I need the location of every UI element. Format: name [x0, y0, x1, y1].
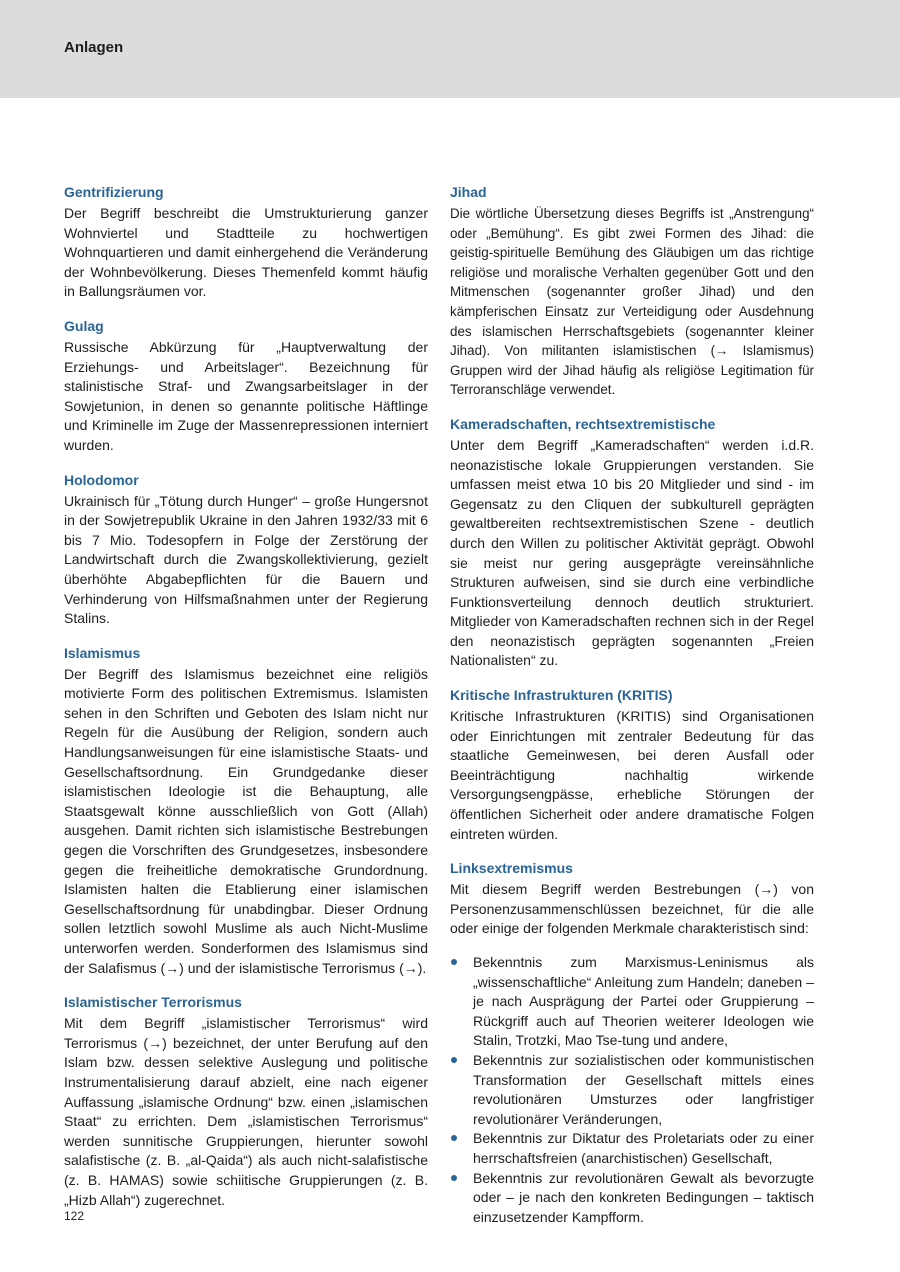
- entry-heading: Jihad: [450, 184, 487, 200]
- bullet-icon: [451, 1175, 457, 1181]
- bullet-list: [450, 953, 814, 1227]
- glossary-entry-linksextremismus: [450, 859, 814, 1227]
- entry-heading: Linksextremismus: [450, 860, 573, 877]
- list-item: [450, 1169, 814, 1228]
- bullet-icon: [451, 1057, 457, 1063]
- entry-text: Mit diesem Begriff werden Bestrebungen (→) von Personenzusammenschlüssen bezeichnet, für die alle oder einige der folgenden Merkmale charakteristisch sind:: [450, 881, 814, 937]
- list-item-text: Bekenntnis zur revolutionären Gewalt als bevorzugte oder – je nach den konkreten Bedingungen – taktisch einzusetzender Kampfform.: [473, 1169, 814, 1225]
- entry-heading: Gentrifizierung: [64, 184, 164, 200]
- glossary-entry-holodomor: [64, 471, 428, 629]
- glossary-entry-gentrifizierung: [64, 183, 428, 302]
- glossary-entry-islamismus: [64, 644, 428, 979]
- list-item: [450, 953, 814, 1051]
- glossary-entry-kameradschaften: [450, 415, 814, 671]
- entry-text: Kritische Infrastrukturen (KRITIS) sind Organisationen oder Einrichtungen mit zentraler Bedeutung für das staatliche Gemeinwesen, bei deren Ausfall oder Beeinträchtigung nachhaltig wirkende Versorgungsengpässe, erhebliche Störungen der öffentlichen Sicherheit oder andere dramatische Folgen eintreten würden.: [450, 708, 814, 842]
- entry-text: Der Begriff beschreibt die Umstrukturierung ganzer Wohnviertel und Stadtteile zu hochwertigen Wohnquartieren und damit einhergehend die Veränderung der Wohnbevölkerung. Dieses Themenfeld kommt häufig in Ballungsräumen vor.: [64, 205, 428, 300]
- entry-text: Die wörtliche Übersetzung dieses Begriffs ist „Anstrengung“ oder „Bemühung“. Es gibt zwei Formen des Jihad: die geistig-spirituelle Bemühung des Gläubigen um das richtige religiöse und moralische Verhalten gegenüber Gott und den Mitmenschen (sogenannter großer Jihad) und den kämpferischen Einsatz zur Verteidigung oder Ausdehnung des islamischen Herrschaftsgebiets (sogenannter kleiner Jihad). Von militanten islamistischen (→ Islamismus) Gruppen wird der Jihad häufig als religiöse Legitimation für Terroranschläge verwendet.: [450, 206, 814, 398]
- entry-text: Der Begriff des Islamismus bezeichnet eine religiös motivierte Form des politischen Extremismus. Islamisten sehen in den Schriften und Geboten des Islam nicht nur Regeln für die Ausübung der Religion, sondern auch Handlungsanweisungen für eine islamistische Staats- und Gesellschaftsordnung. Ein Grundgedanke dieser islamistischen Ideologie ist die Behauptung, alle Staatsgewalt könne ausschließlich von Gott (Allah) ausgehen. Damit richten sich islamistische Bestrebungen gegen die Vorschriften des Grundgesetzes, insbesondere gegen die freiheitliche demokratische Grundordnung. Islamisten halten die Etablierung einer islamischen Gesellschaftsordnung für unabdingbar. Dieser Ordnung sollen letztlich sowohl Muslime als auch Nicht-Muslime unterworfen werden. Sonderformen des Islamismus sind der Salafismus (→) und der islamistische Terrorismus (→).: [64, 665, 428, 976]
- glossary-entry-jihad: [450, 183, 814, 400]
- right-column: [450, 183, 814, 1242]
- entry-text: Unter dem Begriff „Kameradschaften“ werden i.d.R. neonazistische lokale Gruppierungen verstanden. Sie umfassen meist etwa 10 bis 20 Mitglieder und sind - im Gegensatz zu den Cliquen der subkulturell geprägten gewaltbereiten rechtsextremistischen Szene - deutlich durch den Willen zu politischer Aktivität geprägt. Obwohl sie meist nur gering ausgeprägte vereinsähnliche Strukturen aufweisen, sind sie durch eine verbindliche Funktionsverteilung dennoch deutlich strukturiert. Mitglieder von Kameradschaften rechnen sich in der Regel den neonazistisch geprägten sogenannten „Freien Nationalisten“ zu.: [450, 436, 814, 669]
- section-title: Anlagen: [64, 39, 124, 56]
- glossary-entry-kritis: [450, 686, 814, 844]
- entry-heading: Holodomor: [64, 471, 139, 488]
- entry-text: Ukrainisch für „Tötung durch Hunger“ – große Hungersnot in der Sowjetrepublik Ukraine in den Jahren 1932/33 mit 6 bis 7 Mio. Todesopfern in Folge der Zerstörung der Landwirtschaft durch die Zwangskollektivierung, gezielt überhöhte Abgabepflichten für die Bauern und Verhinderung von Hilfsmaßnahmen unter der Regierung Stalins.: [64, 492, 428, 627]
- entry-text: Russische Abkürzung für „Hauptverwaltung der Erziehungs- und Arbeitslager“. Bezeichnung für stalinistische Straf- und Zwangsarbeitslager in der Sowjetunion, in denen so genannte politische Häftlinge und Kriminelle im Zuge der Massenrepressionen interniert wurden.: [64, 338, 428, 453]
- left-column: [64, 183, 428, 1225]
- list-item-text: Bekenntnis zur sozialistischen oder kommunistischen Transformation der Gesellschaft mittels eines revolutionären Umsturzes oder langfristiger revolutionärer Veränderungen,: [473, 1051, 814, 1127]
- list-item: [450, 1051, 814, 1129]
- entry-text: Mit dem Begriff „islamistischer Terrorismus“ wird Terrorismus (→) bezeichnet, der unter Berufung auf den Islam bzw. dessen selektive Auslegung und politische Instrumentalisierung darauf abzielt, eine nach eigener Auffassung „islamische Ordnung“ bzw. einen „islamischen Staat“ zu errichten. Dem „islamistischen Terrorismus“ werden sunnitische Gruppierungen, hierunter sowohl salafistische (z. B. „al-Qaida“) als auch nicht-salafistische (z. B. HAMAS) sowie schiitische Gruppierungen (z. B. „Hizb Allah“) zugerechnet.: [64, 1015, 428, 1208]
- entry-heading: Gulag: [64, 317, 104, 334]
- bullet-icon: [451, 1135, 457, 1141]
- glossary-entry-gulag: [64, 317, 428, 456]
- list-item: [450, 1129, 814, 1168]
- entry-heading: Islamistischer Terrorismus: [64, 994, 242, 1011]
- list-item-text: Bekenntnis zur Diktatur des Proletariats oder zu einer herrschaftsfreien (anarchistischen) Gesellschaft,: [473, 1130, 814, 1166]
- page-number: 122: [64, 1209, 85, 1223]
- bullet-icon: [451, 959, 457, 965]
- header-band: [0, 0, 900, 98]
- entry-heading: Kritische Infrastrukturen (KRITIS): [450, 687, 673, 704]
- list-item-text: Bekenntnis zum Marxismus-Leninismus als „wissenschaftliche“ Anleitung zum Handeln; daneben – je nach Ausprägung der Partei oder Gruppierung –Rückgriff auch auf Theorien weiterer Ideologen wie Stalin, Trotzki, Mao Tse-tung und andere,: [473, 954, 814, 1049]
- entry-heading: Kameradschaften, rechtsextremistische: [450, 415, 716, 432]
- entry-heading: Islamismus: [64, 644, 141, 661]
- glossary-entry-islamistischer-terrorismus: [64, 993, 428, 1210]
